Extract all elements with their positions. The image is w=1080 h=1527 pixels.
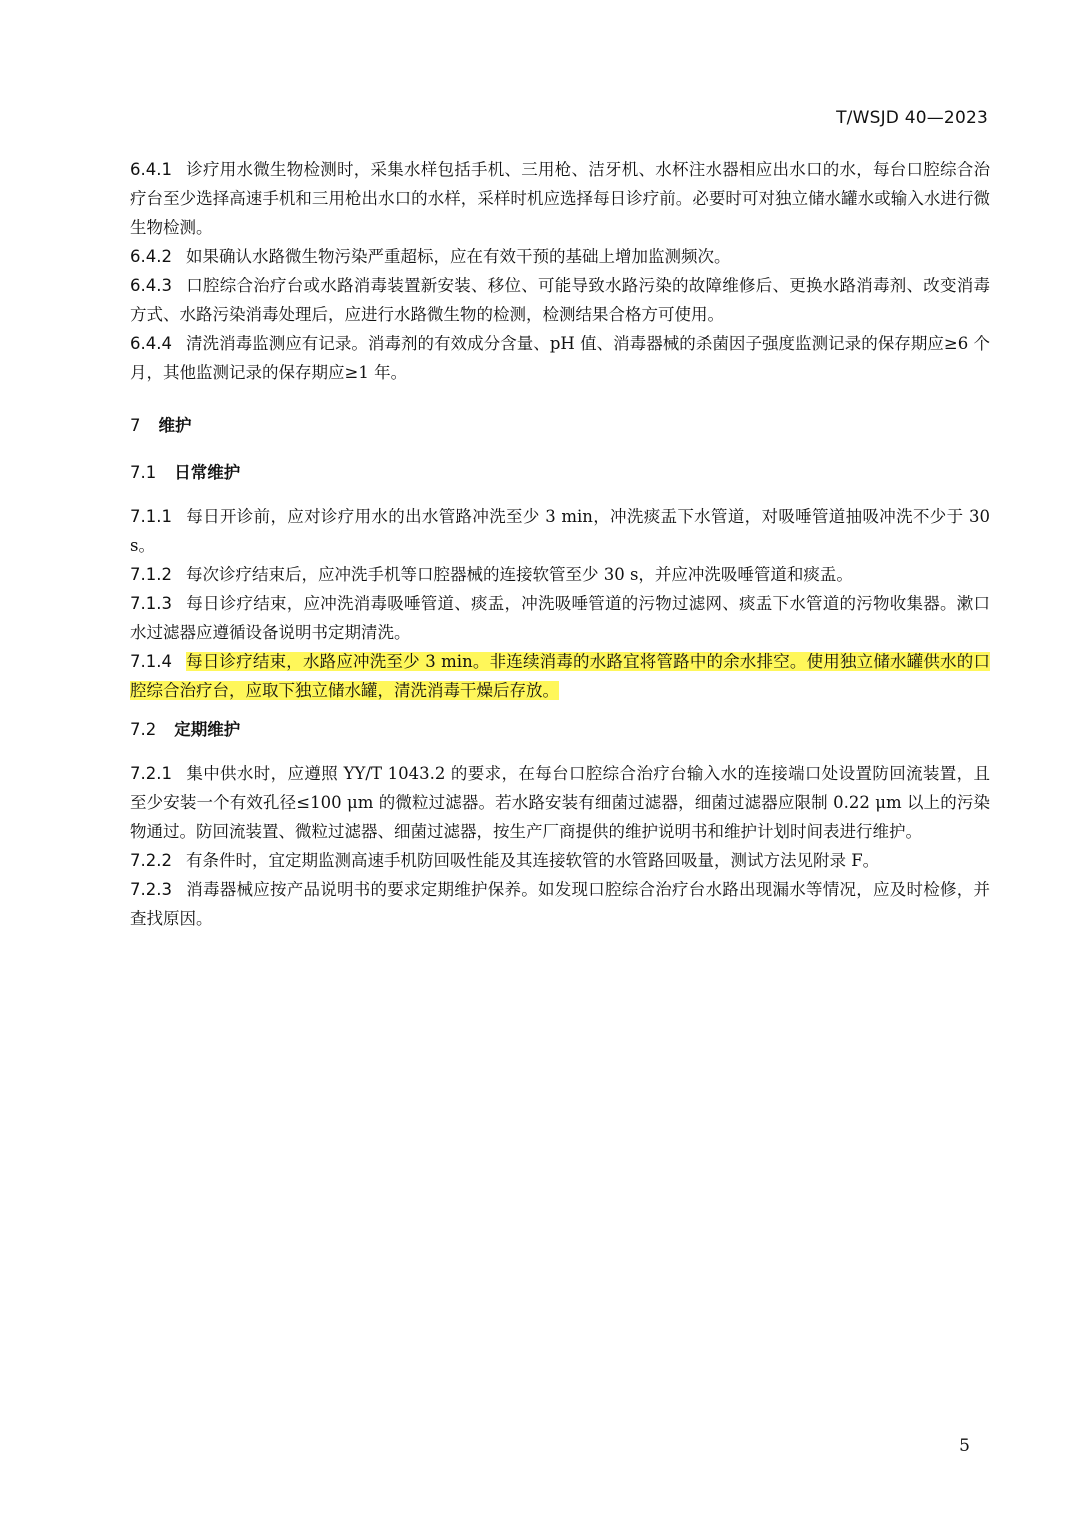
- clause-text: 每日诊疗结束，应冲洗消毒吸唾管道、痰盂，冲洗吸唾管道的污物过滤网、痰盂下水管道的污物收集器。漱口水过滤器应遵循设备说明书定期清洗。: [130, 594, 990, 642]
- clause-6-4-4: [130, 329, 990, 387]
- clause-text: 每日开诊前，应对诊疗用水的出水管路冲洗至少 3 min，冲洗痰盂下水管道，对吸唾管道抽吸冲洗不少于 30 s。: [130, 507, 990, 555]
- section-heading-7-1: [130, 458, 990, 487]
- clause-text: 每次诊疗结束后，应冲洗手机等口腔器械的连接软管至少 30 s，并应冲洗吸唾管道和痰盂。: [185, 565, 853, 584]
- clause-number: 7.1.1: [130, 507, 172, 526]
- clause-7-1-1: [130, 502, 990, 560]
- clause-text: 如果确认水路微生物污染严重超标，应在有效干预的基础上增加监测频次。: [185, 247, 731, 266]
- page-number: 5: [959, 1436, 970, 1456]
- clause-7-2-1: [130, 759, 990, 846]
- clause-text: 口腔综合治疗台或水路消毒装置新安装、移位、可能导致水路污染的故障维修后、更换水路消毒剂、改变消毒方式、水路污染消毒处理后，应进行水路微生物的检测，检测结果合格方可使用。: [130, 276, 990, 324]
- clause-6-4-2: [130, 242, 990, 271]
- section-number: 7.2: [130, 720, 157, 739]
- clause-7-1-2: [130, 560, 990, 589]
- clause-text: 集中供水时，应遵照 YY/T 1043.2 的要求，在每台口腔综合治疗台输入水的连接端口处设置防回流装置，且至少安装一个有效孔径≤100 μm 的微粒过滤器。若水路安装有细菌过滤器，细菌过滤器应限制 0.22 μm 以上的污染物通过。防回流装置、微粒过滤器、细菌过滤器，按生产厂商提供的维护说明书和维护计划时间表进行维护。: [130, 764, 990, 841]
- clause-number: 6.4.2: [130, 247, 172, 266]
- clause-number: 7.2.3: [130, 880, 172, 899]
- clause-number: 7.1.4: [130, 652, 172, 671]
- clause-6-4-3: [130, 271, 990, 329]
- clause-7-2-2: [130, 846, 990, 875]
- clause-text: 消毒器械应按产品说明书的要求定期维护保养。如发现口腔综合治疗台水路出现漏水等情况，应及时检修，并查找原因。: [130, 880, 990, 928]
- clause-number: 6.4.4: [130, 334, 172, 353]
- standard-code: T/WSJD 40—2023: [836, 108, 988, 128]
- highlighted-clause-text: 每日诊疗结束，水路应冲洗至少 3 min。非连续消毒的水路宜将管路中的余水排空。使用独立储水罐供水的口腔综合治疗台，应取下独立储水罐，清洗消毒干燥后存放。: [130, 652, 990, 700]
- clause-7-1-3: [130, 589, 990, 647]
- clause-7-1-4: [130, 647, 990, 705]
- section-title: 定期维护: [174, 720, 241, 739]
- clause-text: 诊疗用水微生物检测时，采集水样包括手机、三用枪、洁牙机、水杯注水器相应出水口的水，每台口腔综合治疗台至少选择高速手机和三用枪出水口的水样，采样时机应选择每日诊疗前。必要时可对独立储水罐水或输入水进行微生物检测。: [130, 160, 990, 237]
- section-title: 日常维护: [174, 463, 241, 482]
- clause-6-4-1: [130, 155, 990, 242]
- clause-number: 6.4.1: [130, 160, 172, 179]
- document-body: [130, 155, 990, 933]
- section-number: 7: [130, 416, 141, 435]
- section-number: 7.1: [130, 463, 157, 482]
- section-heading-7: [130, 411, 990, 440]
- clause-number: 7.2.1: [130, 764, 172, 783]
- clause-number: 7.1.2: [130, 565, 172, 584]
- clause-text: 清洗消毒监测应有记录。消毒剂的有效成分含量、pH 值、消毒器械的杀菌因子强度监测记录的保存期应≥6 个月，其他监测记录的保存期应≥1 年。: [130, 334, 990, 382]
- clause-number: 6.4.3: [130, 276, 172, 295]
- clause-7-2-3: [130, 875, 990, 933]
- section-heading-7-2: [130, 715, 990, 744]
- clause-number: 7.2.2: [130, 851, 172, 870]
- section-title: 维护: [158, 416, 192, 435]
- clause-text: 有条件时，宜定期监测高速手机防回吸性能及其连接软管的水管路回吸量，测试方法见附录 F。: [185, 851, 880, 870]
- clause-number: 7.1.3: [130, 594, 172, 613]
